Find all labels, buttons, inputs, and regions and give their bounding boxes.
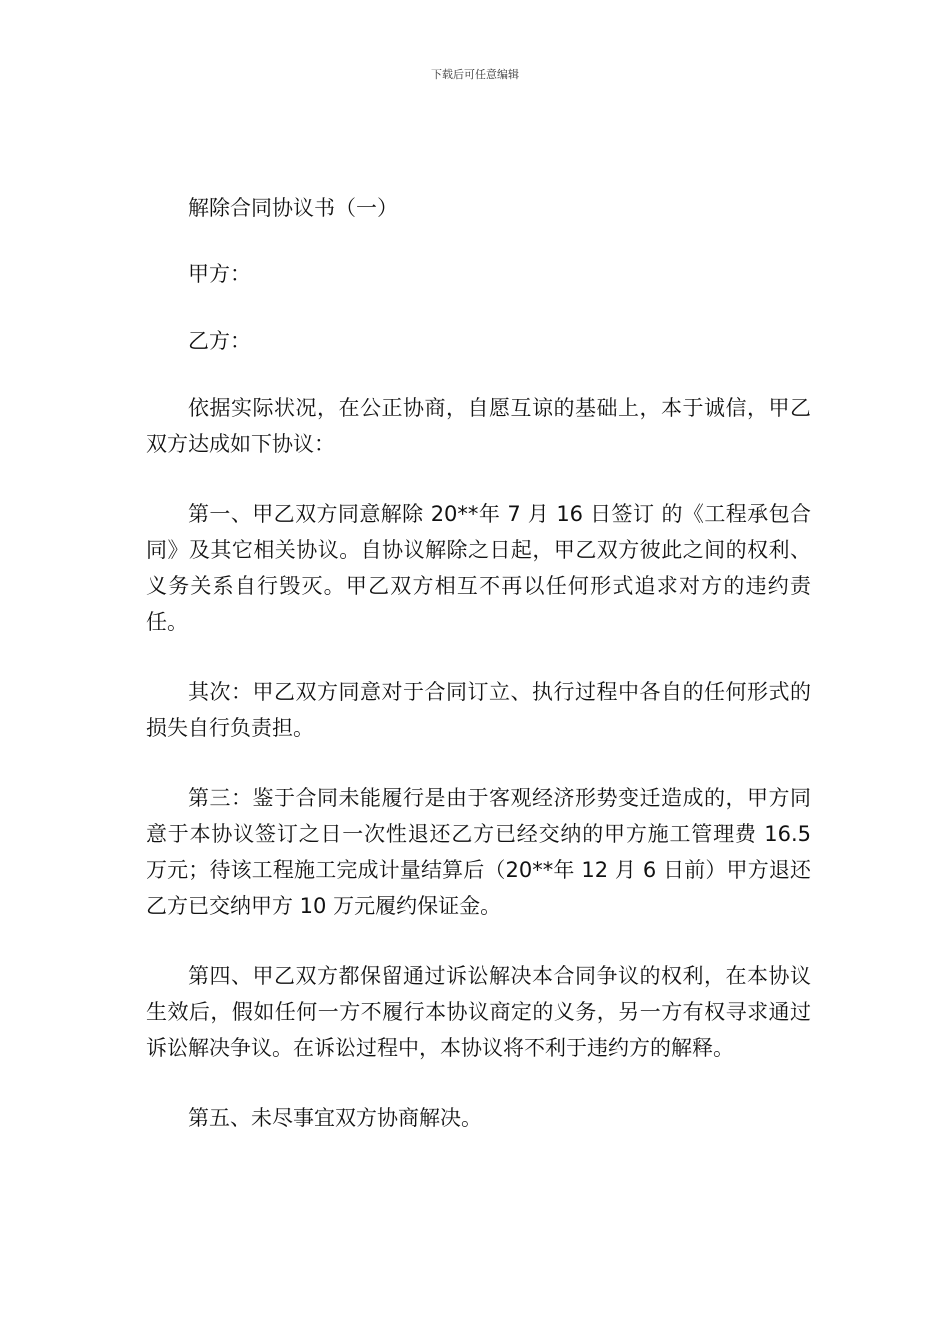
- clause-4: 第四、甲乙双方都保留通过诉讼解决本合同争议的权利，在本协议生效后，假如任何一方不履行本协议商定的义务，另一方有权寻求通过诉讼解决争议。在诉讼过程中，本协议将不利于违约方的解释。: [146, 964, 811, 1060]
- clause-2: 其次：甲乙双方同意对于合同订立、执行过程中各自的任何形式的损失自行负责担。: [146, 680, 811, 740]
- clause-5: 第五、未尽事宜双方协商解决。: [188, 1106, 482, 1130]
- clause-3: 第三：鉴于合同未能履行是由于客观经济形势变迁造成的，甲方同意于本协议签订之日一次性退还乙方已经交纳的甲方施工管理费 16.5 万元；待该工程施工完成计量结算后（20**年 12 月 6 日前）甲方退还乙方已交纳甲方 10 万元履约保证金。: [146, 786, 811, 918]
- party-b-label: 乙方：: [188, 329, 251, 353]
- clause-1: 第一、甲乙双方同意解除 20**年 7 月 16 日签订 的《工程承包合同》及其它相关协议。自协议解除之日起，甲乙双方彼此之间的权利、义务关系自行毁灭。甲乙双方相互不再以任何形式追求对方的违约责任。: [146, 502, 811, 634]
- document-title: 解除合同协议书（一）: [188, 196, 398, 220]
- header-note: 下载后可任意编辑: [431, 68, 519, 81]
- document-body: [146, 190, 811, 1170]
- party-a-label: 甲方：: [188, 262, 251, 286]
- preamble-paragraph: 依据实际状况，在公正协商，自愿互谅的基础上，本于诚信，甲乙双方达成如下协议：: [146, 396, 811, 456]
